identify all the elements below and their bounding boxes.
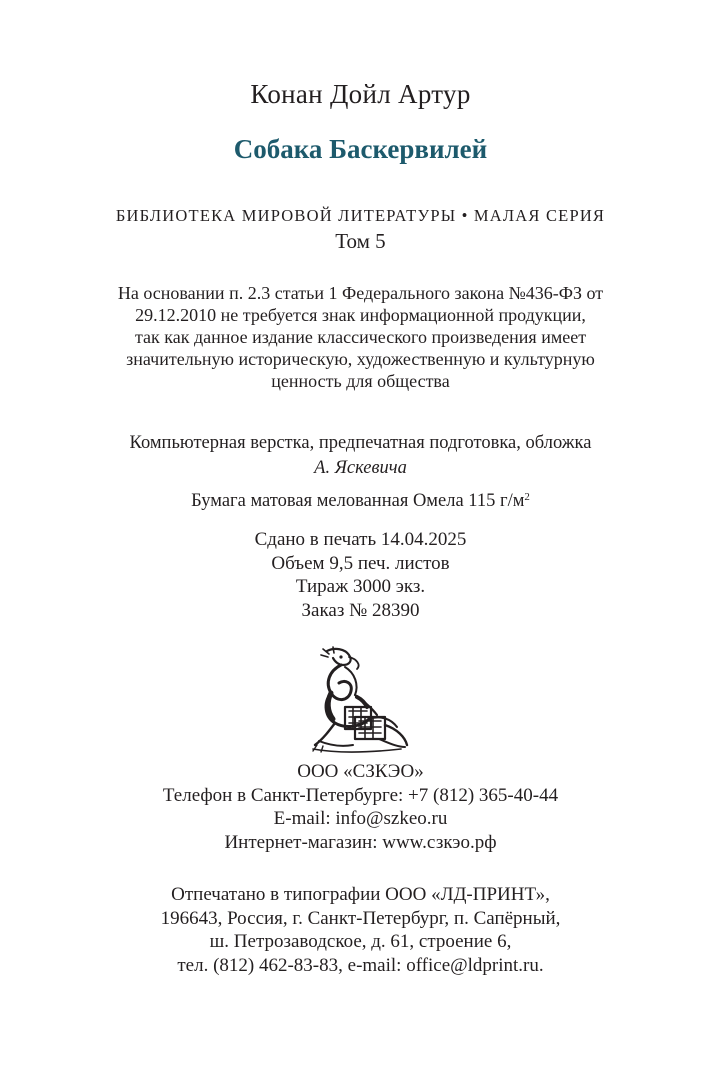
- printer-line: 196643, Россия, г. Санкт-Петербург, п. Сапёрный,: [160, 907, 561, 929]
- book-title: Собака Баскервилей: [233, 134, 488, 164]
- publisher-info: [0, 760, 721, 854]
- legal-notice-line: значительную историческую, художественную и культурную: [126, 349, 595, 369]
- print-info-line: Объем 9,5 печ. листов: [271, 552, 450, 574]
- dragon-knot-logo-icon: [305, 645, 415, 757]
- publisher-name: ООО «СЗКЭО»: [297, 761, 424, 782]
- legal-notice: [0, 282, 721, 392]
- paper-superscript: 2: [524, 491, 530, 503]
- legal-notice-line: ценность для общества: [271, 371, 450, 391]
- publisher-shop: Интернет-магазин: www.сзкэо.рф: [224, 831, 497, 853]
- legal-notice-line: 29.12.2010 не требуется знак информационной продукции,: [135, 305, 586, 325]
- printer-line: Отпечатано в типографии ООО «ЛД-ПРИНТ»,: [171, 884, 550, 905]
- print-info-line: Сдано в печать 14.04.2025: [254, 529, 467, 550]
- print-info: [0, 528, 721, 622]
- legal-notice-line: так как данное издание классического произведения имеет: [134, 327, 587, 347]
- printer-line: ш. Петрозаводское, д. 61, строение 6,: [209, 931, 512, 952]
- paper-info: [0, 489, 721, 513]
- book-author: Конан Дойл Артур: [250, 79, 471, 109]
- publisher-email: E-mail: info@szkeo.ru: [273, 808, 448, 829]
- series-name: БИБЛИОТЕКА МИРОВОЙ ЛИТЕРАТУРЫ • МАЛАЯ СЕРИЯ: [115, 206, 606, 225]
- printer-info: [0, 883, 721, 977]
- publisher-phone: Телефон в Санкт-Петербурге: +7 (812) 365-40-44: [162, 784, 559, 806]
- paper-text: Бумага матовая мелованная Омела 115 г/м: [191, 491, 525, 511]
- legal-notice-line: На основании п. 2.3 статьи 1 Федерального закона №436-ФЗ от: [117, 283, 604, 303]
- print-info-line: Тираж 3000 экз.: [295, 576, 426, 597]
- volume-number: Том 5: [335, 229, 386, 253]
- credits-roles: Компьютерная верстка, предпечатная подготовка, обложка: [129, 433, 592, 453]
- printer-line: тел. (812) 462-83-83, e-mail: office@ldprint.ru.: [177, 954, 544, 976]
- print-info-line: Заказ № 28390: [301, 599, 420, 621]
- credits-name: А. Яскевича: [314, 458, 407, 478]
